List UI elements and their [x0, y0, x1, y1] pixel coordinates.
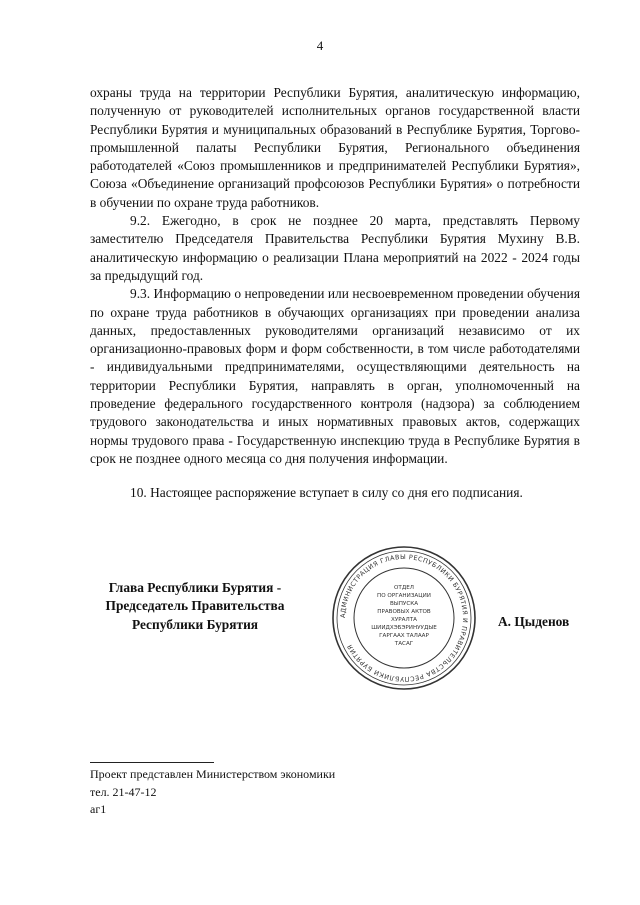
- page-number: 4: [316, 38, 324, 53]
- official-seal: [330, 544, 478, 692]
- seal-inner-line: ГАРГААХ ТАЛААР: [379, 633, 429, 639]
- footnote-line: тел. 21-47-12: [90, 784, 157, 799]
- paragraph-9-2: 9.2. Ежегодно, в срок не позднее 20 марта, представлять Первому заместителю Председателя Правительства Республики Бурятия Мухину В.В. аналитическую информацию о реализации Плана мероприятий на 2022 - 2024 годы за предыдущий год.: [90, 213, 580, 283]
- seal-outer-text: АДМИНИСТРАЦИЯ ГЛАВЫ РЕСПУБЛИКИ БУРЯТИЯ И ПРАВИТЕЛЬСТВА РЕСПУБЛИКИ БУРЯТИЯ: [338, 552, 470, 684]
- seal-inner-line: ОТДЕЛ: [394, 585, 414, 591]
- footnote: [90, 766, 335, 819]
- signer-title-line: Республики Бурятия: [131, 616, 259, 632]
- seal-inner-line: ТАСАГ: [394, 641, 414, 647]
- seal-inner-line: ВЫПУСКА: [389, 601, 419, 607]
- paragraph-9-3: 9.3. Информацию о непроведении или несвоевременном проведении обучения по охране труда работников в обучающих организациях при проведении анализа данных, предоставленных руководителями организаций независимо от их организационно-правовых форм и форм собственности, в том числе работодателями - индивидуальными предпринимателями, осуществляющими деятельность на территории Республики Бурятия, направлять в орган, уполномоченный на проведение федерального государственного контроля (надзора) за соблюдением трудового законодательства и иных нормативных правовых актов, содержащих нормы трудового права - Государственную инспекцию труда в Республике Бурятия в срок не позднее одного месяца со дня получения информации.: [90, 286, 580, 466]
- footnote-line: Проект представлен Министерством экономики: [90, 767, 336, 781]
- signer-title-line: Глава Республики Бурятия -: [108, 580, 282, 595]
- footnote-line: аг1: [90, 802, 107, 816]
- seal-inner-line: ХУРАЛТА: [391, 617, 417, 623]
- signer-title-line: Председатель Правительства: [105, 598, 285, 614]
- document-body: [90, 84, 580, 503]
- seal-inner-line: ПРАВОВЫХ АКТОВ: [377, 609, 431, 615]
- footnote-divider: [90, 762, 214, 763]
- seal-inner-line: ПО ОРГАНИЗАЦИИ: [377, 593, 431, 599]
- signer-name: А. Цыденов: [498, 614, 570, 629]
- seal-inner-line: ШИИДХЭБЭРИНУУДЫЕ: [371, 625, 437, 631]
- paragraph-10: 10. Настоящее распоряжение вступает в силу со дня его подписания.: [130, 485, 523, 501]
- signer-title: [90, 579, 300, 634]
- paragraph-continuation: охраны труда на территории Республики Бурятия, аналитическую информацию, полученную от руководителей исполнительных органов государственной власти Республики Бурятия и муниципальных образований в Республике Бурятия, Торгово-промышленной палаты Республики Бурятия, Регионального объединения работодателей «Союз промышленников и предпринимателей Республики Бурятия», Союза «Объединение организаций профсоюзов Республики Бурятия» о потребности в обучении по охране труда работников.: [90, 85, 580, 210]
